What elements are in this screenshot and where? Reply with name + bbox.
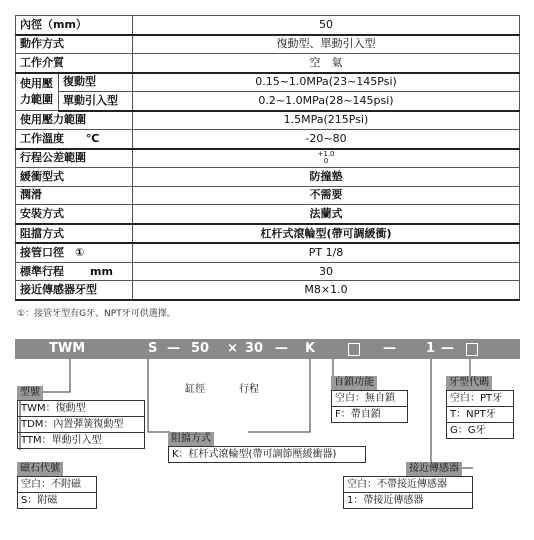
code-dash-4: — — [441, 341, 454, 356]
thread-tag: 牙型代碼 — [446, 376, 492, 390]
port-label: 接管口徑 ① — [16, 243, 133, 262]
stroke-value: 30 — [133, 262, 520, 280]
double-value: 0.15~1.0MPa(23~145Psi) — [133, 73, 520, 92]
lock-option-none: 空白：無自鎖 — [332, 391, 407, 407]
code-one: 1 — [426, 341, 436, 356]
port-value: PT 1/8 — [133, 243, 520, 262]
pressure-label-a: 使用壓 — [20, 76, 53, 90]
double-label: 復動型 — [59, 73, 133, 92]
thread-option-pt: 空白：PT牙 — [447, 391, 513, 407]
mount-value: 法蘭式 — [133, 205, 520, 224]
code-stroke: 30 — [245, 341, 264, 356]
bore-value: 50 — [133, 16, 520, 35]
code-prefix: TWM — [49, 341, 86, 356]
magnet-options — [17, 476, 97, 509]
temp-unit: ℃ — [86, 131, 100, 145]
pressure-label-b: 力範圍 — [20, 92, 53, 106]
action-label: 動作方式 — [16, 35, 133, 54]
cushion-label: 緩衝型式 — [16, 168, 133, 186]
tol-lower: 0 — [323, 157, 329, 166]
model-option-ttm: TTM：單動引入型 — [21, 435, 102, 446]
code-dash-1: — — [167, 341, 180, 356]
stop-label: 阻擋方式 — [16, 224, 133, 244]
sensor-thread-label: 接近傳感器牙型 — [16, 281, 133, 300]
sensor-tag: 接近傳感器 — [406, 462, 462, 476]
thread-option-npt: T：NPT牙 — [447, 407, 513, 423]
bore-code-label: 缸徑 — [185, 384, 205, 395]
stop-options — [168, 446, 366, 463]
tol-label: 行程公差範圍 — [16, 149, 133, 168]
code-x: × — [227, 341, 238, 356]
thread-option-g: G：G牙 — [450, 425, 486, 436]
code-bore: 50 — [191, 341, 210, 356]
stroke-code-label: 行程 — [239, 384, 259, 395]
model-tag: 型號 — [17, 386, 43, 400]
model-options — [17, 400, 145, 449]
magnet-option-s: S：附磁 — [21, 495, 58, 506]
medium-value: 空 氣 — [133, 54, 520, 73]
sensor-option-one: 1：帶接近傳感器 — [347, 495, 424, 506]
sensor-thread-value: M8×1.0 — [133, 281, 520, 300]
lock-tag: 自鎖功能 — [331, 376, 377, 390]
lock-option-f: F：帶自鎖 — [335, 409, 381, 420]
stop-tag: 阻擋方式 — [168, 432, 214, 446]
lube-value: 不需要 — [133, 186, 520, 204]
medium-label: 工作介質 — [16, 54, 133, 73]
stroke-unit: mm — [90, 264, 113, 278]
cushion-value: 防撞墊 — [133, 168, 520, 186]
magnet-option-none: 空白：不附磁 — [18, 477, 96, 493]
footnote: ①：接管牙型有G牙、NPT牙可供選擇。 — [17, 309, 176, 319]
thread-options — [446, 390, 514, 439]
model-option-twm: TWM：復動型 — [18, 401, 144, 417]
bore-label: 內徑（mm） — [16, 16, 133, 35]
stop-option-k: K：杠杆式滾輪型(帶可調節壓緩衝器) — [172, 449, 337, 460]
stop-left-connector — [148, 359, 170, 432]
proof-label: 使用壓力範圍 — [16, 111, 133, 130]
code-s: S — [148, 341, 158, 356]
stop-value: 杠杆式滾輪型(帶可調緩衝) — [133, 224, 520, 244]
sensor-option-none: 空白：不帶接近傳感器 — [344, 477, 472, 493]
action-value: 復動型、單動引入型 — [133, 35, 520, 54]
lube-label: 潤滑 — [16, 186, 133, 204]
tol-upper: +1.0 — [317, 150, 335, 159]
code-dash-3: — — [383, 341, 396, 356]
model-option-tdm: TDM：內置彈簧復動型 — [18, 417, 144, 433]
code-dash-2: — — [275, 341, 288, 356]
proof-value: 1.5MPa(215Psi) — [133, 111, 520, 130]
code-k: K — [305, 341, 316, 356]
single-label: 單動引入型 — [59, 92, 133, 111]
sensor-options — [343, 476, 473, 509]
lock-options — [331, 390, 408, 423]
mount-label: 安裝方式 — [16, 205, 133, 224]
stop-connector — [248, 359, 310, 432]
single-value: 0.2~1.0MPa(28~145psi) — [133, 92, 520, 111]
temp-value: -20~80 — [133, 130, 520, 149]
temp-label-text: 工作溫度 — [20, 131, 64, 145]
stroke-label-text: 標準行程 — [20, 264, 64, 278]
magnet-tag: 磁石代號 — [17, 462, 63, 476]
